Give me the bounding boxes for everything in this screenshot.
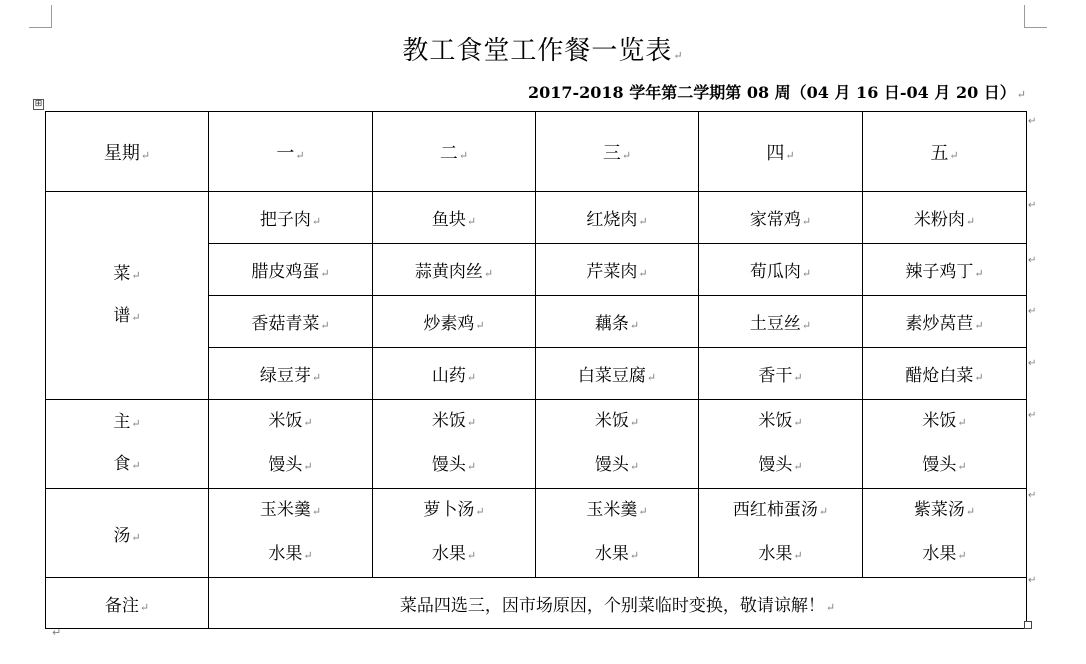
dish-cell[interactable]: 辣子鸡丁↵ bbox=[863, 244, 1027, 296]
end-of-row-mark: ↵ bbox=[1028, 490, 1037, 501]
end-of-row-mark: ↵ bbox=[1028, 116, 1037, 127]
dish-cell[interactable]: 把子肉↵ bbox=[209, 192, 373, 244]
table-row bbox=[46, 192, 1027, 244]
staple-cell[interactable]: 米饭↵ 馒头↵ bbox=[209, 400, 373, 489]
weekday-2[interactable]: 二↵ bbox=[373, 112, 536, 192]
dish-cell[interactable]: 家常鸡↵ bbox=[699, 192, 863, 244]
weekday-1[interactable]: 一↵ bbox=[209, 112, 373, 192]
dishes-label[interactable]: 菜↵ 谱↵ bbox=[46, 192, 209, 400]
weekday-header-label[interactable]: 星期↵ bbox=[46, 112, 209, 192]
end-of-row-mark: ↵ bbox=[1028, 575, 1037, 586]
soup-cell[interactable]: 紫菜汤↵ 水果↵ bbox=[863, 489, 1027, 578]
dish-cell[interactable]: 山药↵ bbox=[373, 348, 536, 400]
staple-label[interactable]: 主↵ 食↵ bbox=[46, 400, 209, 489]
soup-cell[interactable]: 西红柿蛋汤↵ 水果↵ bbox=[699, 489, 863, 578]
soup-cell[interactable]: 玉米羹↵ 水果↵ bbox=[209, 489, 373, 578]
dish-cell[interactable]: 醋炝白菜↵ bbox=[863, 348, 1027, 400]
dish-cell[interactable]: 土豆丝↵ bbox=[699, 296, 863, 348]
table-resize-handle[interactable] bbox=[1024, 621, 1032, 629]
dish-cell[interactable]: 芹菜肉↵ bbox=[536, 244, 699, 296]
dish-cell[interactable]: 荀瓜肉↵ bbox=[699, 244, 863, 296]
page-corner-top-right bbox=[1024, 5, 1047, 28]
staple-cell[interactable]: 米饭↵ 馒头↵ bbox=[373, 400, 536, 489]
dish-cell[interactable]: 素炒莴苣↵ bbox=[863, 296, 1027, 348]
staple-cell[interactable]: 米饭↵ 馒头↵ bbox=[699, 400, 863, 489]
soup-cell[interactable]: 萝卜汤↵ 水果↵ bbox=[373, 489, 536, 578]
dish-cell[interactable]: 蒜黄肉丝↵ bbox=[373, 244, 536, 296]
dish-cell[interactable]: 香菇青菜↵ bbox=[209, 296, 373, 348]
dish-cell[interactable]: 白菜豆腐↵ bbox=[536, 348, 699, 400]
note-text[interactable]: 菜品四选三，因市场原因，个别菜临时变换，敬请谅解！↵ bbox=[209, 578, 1027, 629]
end-of-row-mark: ↵ bbox=[1028, 410, 1037, 421]
dish-cell[interactable]: 香干↵ bbox=[699, 348, 863, 400]
end-of-row-mark: ↵ bbox=[1028, 255, 1037, 266]
weekday-4[interactable]: 四↵ bbox=[699, 112, 863, 192]
weekday-5[interactable]: 五↵ bbox=[863, 112, 1027, 192]
page-title: 教工食堂工作餐一览表↵ bbox=[402, 36, 684, 66]
table-row-note bbox=[46, 578, 1027, 629]
end-of-row-mark: ↵ bbox=[1028, 200, 1037, 211]
weekday-3[interactable]: 三↵ bbox=[536, 112, 699, 192]
table-row-staple bbox=[46, 400, 1027, 489]
dish-cell[interactable]: 藕条↵ bbox=[536, 296, 699, 348]
table-move-handle-icon[interactable]: ⊞ bbox=[34, 99, 43, 109]
end-of-row-mark: ↵ bbox=[1028, 358, 1037, 369]
dish-cell[interactable]: 红烧肉↵ bbox=[536, 192, 699, 244]
page-corner-top-left bbox=[29, 5, 52, 28]
note-label[interactable]: 备注↵ bbox=[46, 578, 209, 629]
staple-cell[interactable]: 米饭↵ 馒头↵ bbox=[536, 400, 699, 489]
end-of-row-mark: ↵ bbox=[1028, 306, 1037, 317]
dish-cell[interactable]: 鱼块↵ bbox=[373, 192, 536, 244]
table-row-header bbox=[46, 112, 1027, 192]
dish-cell[interactable]: 米粉肉↵ bbox=[863, 192, 1027, 244]
dish-cell[interactable]: 绿豆芽↵ bbox=[209, 348, 373, 400]
soup-cell[interactable]: 玉米羹↵ 水果↵ bbox=[536, 489, 699, 578]
staple-cell[interactable]: 米饭↵ 馒头↵ bbox=[863, 400, 1027, 489]
soup-label[interactable]: 汤↵ bbox=[46, 489, 209, 578]
menu-table bbox=[45, 111, 1027, 629]
dish-cell[interactable]: 炒素鸡↵ bbox=[373, 296, 536, 348]
table-row-soup bbox=[46, 489, 1027, 578]
document-end-mark: ↵ bbox=[52, 626, 62, 639]
dish-cell[interactable]: 腊皮鸡蛋↵ bbox=[209, 244, 373, 296]
week-subtitle: 2017-2018 学年第二学期第 08 周（04 月 16 日-04 月 20 日）↵ bbox=[527, 83, 1026, 102]
